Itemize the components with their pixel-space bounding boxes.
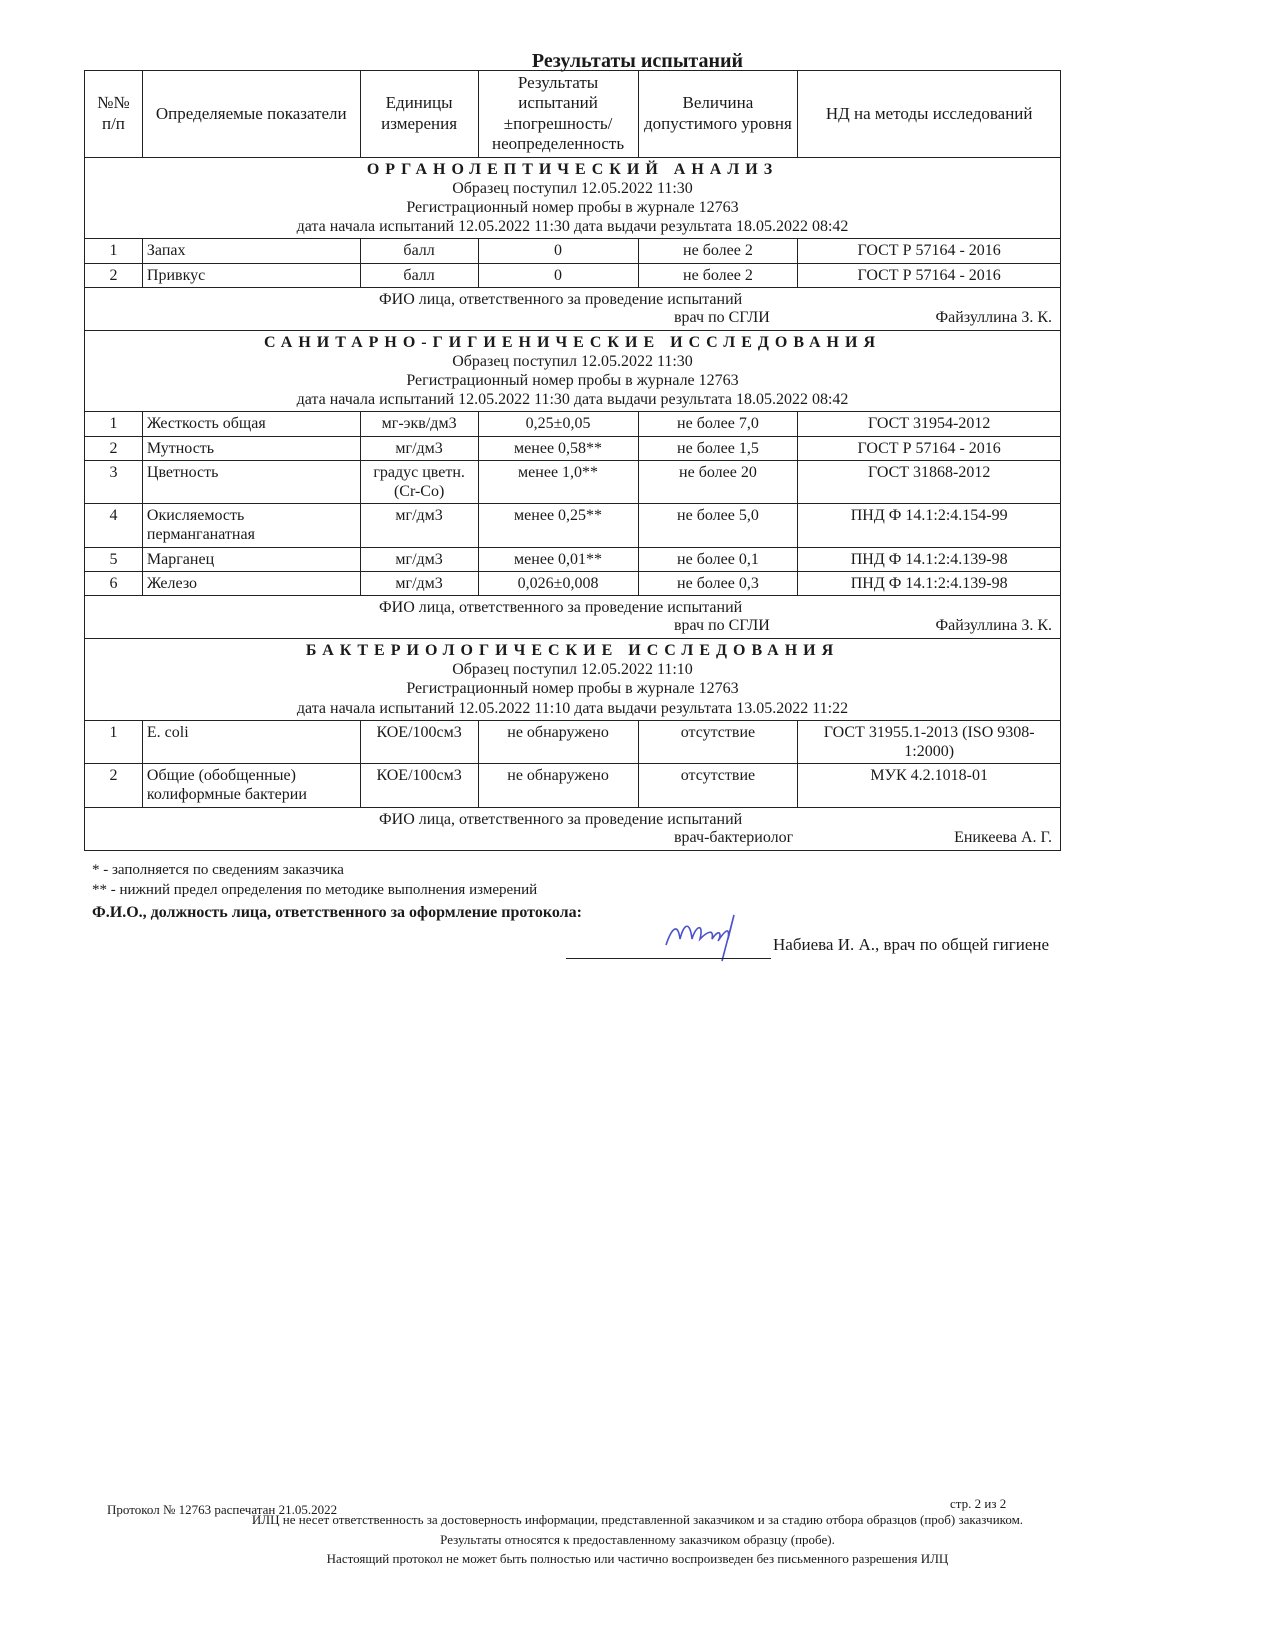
responsible-label: ФИО лица, ответственного за проведение испытаний (379, 290, 743, 308)
row-nd: ГОСТ Р 57164 - 2016 (798, 263, 1061, 287)
row-limit: не более 20 (638, 460, 798, 503)
row-unit: градус цветн.(Cr-Co) (360, 460, 478, 503)
sample-received: Образец поступил 12.05.2022 11:10 (452, 661, 693, 679)
page-footer (0, 1496, 1275, 1569)
row-limit: не более 2 (638, 263, 798, 287)
table-row (85, 460, 1061, 503)
registration-number: Регистрационный номер пробы в журнале 12763 (406, 198, 739, 216)
disclaimer-2: Результаты относятся к предоставленному заказчиком образцу (пробе). (440, 1531, 835, 1547)
table-row (85, 263, 1061, 287)
row-number: 2 (85, 263, 143, 287)
responsible-row (85, 287, 1061, 330)
row-indicator: E. coli (142, 720, 360, 763)
section-title: ОРГАНОЛЕПТИЧЕСКИЙ АНАЛИЗ (366, 160, 779, 178)
table-row (85, 412, 1061, 436)
header-units: Единицы измерения (360, 71, 478, 158)
row-limit: не более 0,3 (638, 571, 798, 595)
row-number: 4 (85, 504, 143, 547)
row-limit: не более 5,0 (638, 504, 798, 547)
test-dates: дата начала испытаний 12.05.2022 11:30 дата выдачи результата 18.05.2022 08:42 (296, 218, 849, 236)
row-limit: отсутствие (638, 720, 798, 763)
row-indicator: Жесткость общая (142, 412, 360, 436)
row-nd: ГОСТ 31954-2012 (798, 412, 1061, 436)
section-header (85, 157, 1061, 239)
responsible-cell (85, 808, 1061, 851)
row-unit: мг/дм3 (360, 547, 478, 571)
disclaimer-3: Настоящий протокол не может быть полностью или частично воспроизведен без письменного разрешения ИЛЦ (326, 1551, 949, 1566)
page-number: стр. 2 из 2 (950, 1496, 1007, 1511)
header-indicator: Определяемые показатели (142, 71, 360, 158)
row-indicator: Привкус (142, 263, 360, 287)
signer-name: Набиева И. А., врач по общей гигиене (773, 935, 1050, 954)
table-row (85, 547, 1061, 571)
row-indicator: Запах (142, 239, 360, 263)
section-title: САНИТАРНО-ГИГИЕНИЧЕСКИЕ ИССЛЕДОВАНИЯ (264, 333, 881, 351)
row-number: 1 (85, 720, 143, 763)
disclaimer-1: ИЛЦ не несет ответственность за достоверность информации, представленной заказчиком и за стадию отбора образцов (проб) заказчиком. (251, 1512, 1024, 1527)
row-unit: мг-экв/дм3 (360, 412, 478, 436)
row-indicator: Мутность (142, 436, 360, 460)
responsible-name: Файзуллина З. К. (935, 308, 1052, 326)
row-nd: ПНД Ф 14.1:2:4.139-98 (798, 547, 1061, 571)
header-limit: Величина допустимого уровня (638, 71, 798, 158)
responsible-position: врач-бактериолог (674, 829, 794, 847)
section-title: БАКТЕРИОЛОГИЧЕСКИЕ ИССЛЕДОВАНИЯ (305, 641, 840, 659)
responsible-row (85, 808, 1061, 851)
row-limit: не более 7,0 (638, 412, 798, 436)
row-unit: мг/дм3 (360, 571, 478, 595)
header-nd: НД на методы исследований (798, 71, 1061, 158)
row-result: менее 0,25** (478, 504, 638, 547)
registration-number: Регистрационный номер пробы в журнале 12763 (406, 372, 739, 390)
row-unit: балл (360, 239, 478, 263)
row-number: 1 (85, 239, 143, 263)
responsible-cell (85, 287, 1061, 330)
table-row (85, 764, 1061, 808)
responsible-name: Еникеева А. Г. (954, 829, 1052, 847)
row-nd: ПНД Ф 14.1:2:4.154-99 (798, 504, 1061, 547)
responsible-row (85, 595, 1061, 638)
row-unit: мг/дм3 (360, 504, 478, 547)
row-limit: не более 2 (638, 239, 798, 263)
section-header (85, 638, 1061, 720)
row-indicator: Окисляемость перманганатная (142, 504, 360, 547)
footnote-1: * - заполняется по сведениям заказчика (92, 862, 344, 878)
row-limit: отсутствие (638, 764, 798, 808)
footnote-2: ** - нижний предел определения по методике выполнения измерений (92, 882, 538, 899)
row-number: 5 (85, 547, 143, 571)
header-num: №№ п/п (85, 71, 143, 158)
section-header (85, 330, 1061, 412)
row-nd: ПНД Ф 14.1:2:4.139-98 (798, 571, 1061, 595)
row-indicator: Железо (142, 571, 360, 595)
section-header-cell (85, 638, 1061, 720)
row-number: 2 (85, 764, 143, 808)
signature-image (660, 905, 760, 965)
table-row (85, 571, 1061, 595)
row-number: 2 (85, 436, 143, 460)
row-nd: ГОСТ Р 57164 - 2016 (798, 436, 1061, 460)
row-nd: ГОСТ 31868-2012 (798, 460, 1061, 503)
responsible-label: ФИО лица, ответственного за проведение испытаний (379, 598, 743, 616)
row-indicator: Цветность (142, 460, 360, 503)
sample-received: Образец поступил 12.05.2022 11:30 (452, 352, 693, 370)
protocol-info: Протокол № 12763 распечатан 21.05.2022 (107, 1502, 338, 1517)
responsible-cell (85, 595, 1061, 638)
row-result: менее 1,0** (478, 460, 638, 503)
table-row (85, 504, 1061, 547)
row-result: не обнаружено (478, 764, 638, 808)
row-unit: КОЕ/100см3 (360, 720, 478, 763)
table-row (85, 720, 1061, 763)
responsible-position: врач по СГЛИ (674, 308, 770, 326)
row-nd: ГОСТ Р 57164 - 2016 (798, 239, 1061, 263)
row-limit: не более 0,1 (638, 547, 798, 571)
registration-number: Регистрационный номер пробы в журнале 12763 (406, 680, 739, 698)
row-result: 0 (478, 239, 638, 263)
test-dates: дата начала испытаний 12.05.2022 11:10 дата выдачи результата 13.05.2022 11:22 (296, 699, 849, 717)
row-result: 0,25±0,05 (478, 412, 638, 436)
row-result: 0,026±0,008 (478, 571, 638, 595)
responsible-position: врач по СГЛИ (674, 616, 770, 634)
row-result: менее 0,58** (478, 436, 638, 460)
row-number: 6 (85, 571, 143, 595)
row-unit: балл (360, 263, 478, 287)
row-result: 0 (478, 263, 638, 287)
document-title: Результаты испытаний (531, 50, 744, 72)
table-row (85, 239, 1061, 263)
section-header-cell (85, 330, 1061, 412)
row-limit: не более 1,5 (638, 436, 798, 460)
signer-label: Ф.И.О., должность лица, ответственного за оформление протокола: (92, 904, 582, 921)
row-indicator: Марганец (142, 547, 360, 571)
table-row (85, 436, 1061, 460)
row-result: не обнаружено (478, 720, 638, 763)
header-result: Результаты испытаний ±погрешность/ неопределенность (478, 71, 638, 158)
row-unit: КОЕ/100см3 (360, 764, 478, 808)
responsible-name: Файзуллина З. К. (935, 616, 1052, 634)
row-unit: мг/дм3 (360, 436, 478, 460)
row-nd: ГОСТ 31955.1-2013 (ISO 9308-1:2000) (798, 720, 1061, 763)
responsible-label: ФИО лица, ответственного за проведение испытаний (379, 811, 743, 829)
row-nd: МУК 4.2.1018-01 (798, 764, 1061, 808)
test-dates: дата начала испытаний 12.05.2022 11:30 дата выдачи результата 18.05.2022 08:42 (296, 391, 849, 409)
row-indicator: Общие (обобщенные) колиформные бактерии (142, 764, 360, 808)
sample-received: Образец поступил 12.05.2022 11:30 (452, 179, 693, 197)
footnotes (92, 860, 537, 901)
row-number: 1 (85, 412, 143, 436)
row-number: 3 (85, 460, 143, 503)
section-header-cell (85, 157, 1061, 239)
results-table (84, 70, 1061, 851)
signature-line (566, 958, 771, 959)
row-result: менее 0,01** (478, 547, 638, 571)
table-header-row (85, 71, 1061, 158)
